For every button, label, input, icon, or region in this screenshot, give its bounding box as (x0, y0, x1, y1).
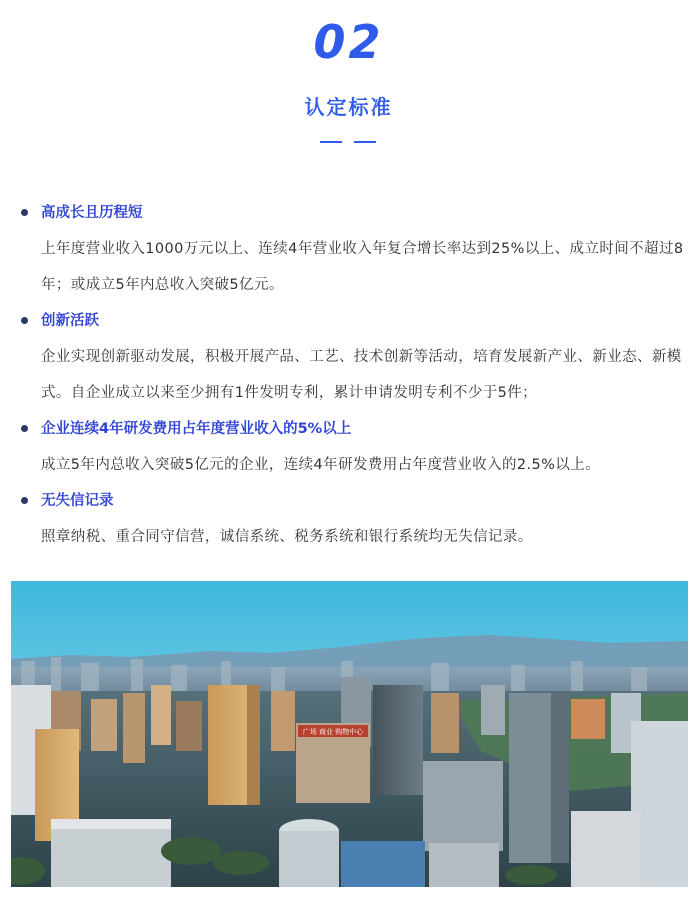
criteria-item-title: 创新活跃 (41, 313, 99, 329)
bullet-dot-icon (21, 209, 28, 216)
criteria-item-body: 照章纳税、重合同守信营，诚信系统、税务系统和银行系统均无失信记录。 (41, 529, 533, 545)
criteria-item-heading (0, 412, 697, 446)
underline-dash-right (354, 141, 376, 143)
bullet-dot-icon (21, 425, 28, 432)
criteria-item-title: 企业连续4年研发费用占年度营业收入的5%以上 (41, 421, 352, 437)
criteria-item-heading (0, 484, 697, 518)
criteria-item-body: 上年度营业收入1000万元以上、连续4年营业收入年复合增长率达到25%以上、成立时间不超过8年；或成立5年内总收入突破5亿元。 (41, 241, 684, 293)
tower-roof-sign: 广场 商业 购物中心 (302, 728, 364, 736)
tower-right-gray-shade (551, 693, 569, 863)
section-header (0, 0, 697, 160)
criteria-item-heading (0, 196, 697, 230)
title-underline-dashes (0, 141, 697, 145)
foreground-building-left-roof (51, 819, 171, 829)
tower-amber-center-shade (247, 685, 260, 805)
foreground-building-right (571, 811, 641, 887)
criteria-item-body: 企业实现创新驱动发展，积极开展产品、工艺、技术创新等活动，培育发展新产业、新业态、新模式。自企业成立以来至少拥有1件发明专利，累计申请发明专利不少于5件； (41, 349, 682, 401)
criteria-item-body: 成立5年内总收入突破5亿元的企业，连续4年研发费用占年度营业收入的2.5%以上。 (41, 457, 601, 473)
underline-dash-left (320, 141, 342, 143)
section-number: 02 (313, 15, 384, 69)
foreground-building-center (429, 843, 499, 887)
foreground-round-building-body (279, 831, 339, 887)
city-skyline-photo (11, 581, 688, 887)
criteria-item-heading (0, 304, 697, 338)
bullet-dot-icon (21, 317, 28, 324)
foreground-building-left (51, 819, 171, 887)
criteria-item-title: 高成长且历程短 (41, 205, 143, 221)
foreground-blue-roof (341, 841, 425, 887)
criteria-item-title: 无失信记录 (41, 493, 114, 509)
tower-dark-glass (373, 685, 423, 795)
bullet-dot-icon (21, 497, 28, 504)
section-title: 认定标准 (304, 95, 393, 119)
block-mid-right (423, 761, 503, 851)
